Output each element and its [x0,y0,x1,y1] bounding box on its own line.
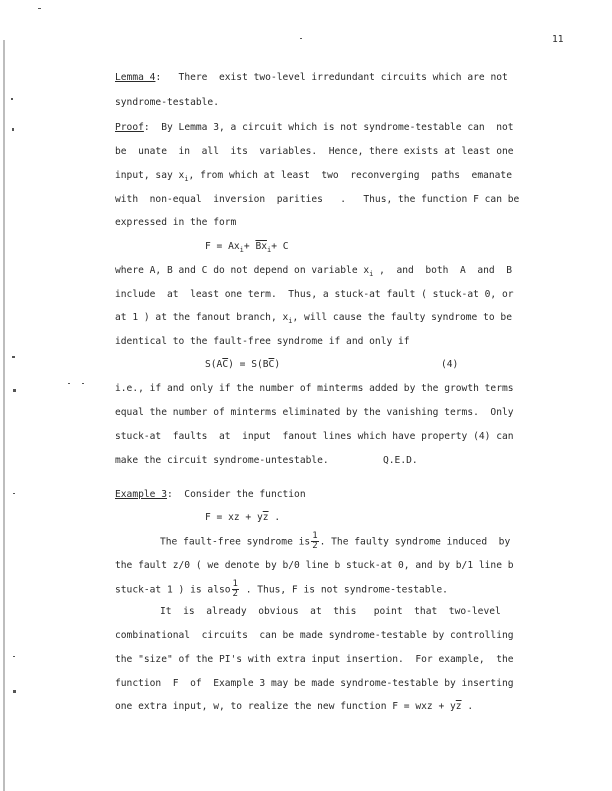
final-line-1: It is already obvious at this point that two-level [160,606,501,617]
proof-line-1: Proof: By Lemma 3, a circuit which is not syndrome-testable can not [115,122,514,133]
final-line-2: combinational circuits can be made syndrome-testable by controlling [115,630,514,641]
scan-speck [13,690,16,693]
example-3-label: Example 3 [115,489,167,500]
equation-2-number: (4) [441,359,459,370]
paragraph-line-3: at 1 ) at the fanout branch, $x_i$, will cause the faulty syndrome to be [115,312,512,325]
scan-speck [13,389,16,392]
lemma-4-label: Lemma 4 [115,72,156,83]
final-line-4: function F of Example 3 may be made syndrome-testable by inserting [115,678,514,689]
example-3-line: Example 3: Consider the function [115,489,306,500]
proof-line-5: expressed in the form [115,217,237,228]
proof-line-3: input, say $x_i$, from which at least two reconverging paths emanate [115,170,512,183]
scan-edge-shadow [3,40,5,791]
proof-line-4: with non-equal inversion parities . Thus, the function F can be [115,194,520,205]
scan-speck [12,356,15,358]
equation-1: $F = Ax_i+ \overline{Bx}_i+ C$ [205,241,289,254]
scan-speck [12,128,14,131]
paragraph-2-line-2: equal the number of minterms eliminated by the vanishing terms. Only [115,407,514,418]
equation-2: $S(A\overline{C}) = S(B\overline{C})$ [205,359,281,370]
scan-speck [82,383,84,384]
syndrome-line-1: The fault-free syndrome is $\frac{1}{2}$ . The faulty syndrome induced by [160,531,511,551]
scan-speck [38,8,41,9]
lemma-4-line-2: syndrome-testable. [115,97,219,108]
scan-speck [13,656,15,657]
proof-label: Proof [115,122,144,133]
final-line-5: one extra input, w, to realize the new function F = wxz + $y\overline{z}$ . [115,701,474,712]
scan-speck [68,383,70,384]
final-line-3: the "size" of the PI's with extra input insertion. For example, the [115,654,514,665]
paragraph-2-line-4: make the circuit syndrome-untestable. [115,455,329,466]
scan-speck [300,38,302,39]
paragraph-line-4: identical to the fault-free syndrome if and only if [115,336,410,347]
page-number: 11 [552,34,564,45]
qed-mark: Q.E.D. [383,455,418,466]
proof-line-2: be unate in all its variables. Hence, there exists at least one [115,146,514,157]
one-half-fraction: $\frac{1}{2}$ [312,531,318,551]
paragraph-2-line-1: i.e., if and only if the number of minterms added by the growth terms [115,383,514,394]
lemma-4-line-1: Lemma 4: There exist two-level irredundant circuits which are not [115,72,508,83]
syndrome-line-3: stuck-at 1 ) is also $\frac{1}{2}$ . Thus, F is not syndrome-testable. [115,579,448,599]
syndrome-line-2: the fault z/0 ( we denote by b/0 line b stuck-at 0, and by b/1 line b [115,560,514,571]
one-half-fraction: $\frac{1}{2}$ [232,579,238,599]
paragraph-line-1: where A, B and C do not depend on variable $x_i$ , and both A and B [115,265,512,278]
equation-3: F = xz + $y\overline{z}$ . [205,512,281,523]
paragraph-2-line-3: stuck-at faults at input fanout lines which have property (4) can [115,431,514,442]
paragraph-line-2: include at least one term. Thus, a stuck-at fault ( stuck-at 0, or [115,289,514,300]
scan-speck [13,493,15,494]
scan-speck [11,98,13,100]
